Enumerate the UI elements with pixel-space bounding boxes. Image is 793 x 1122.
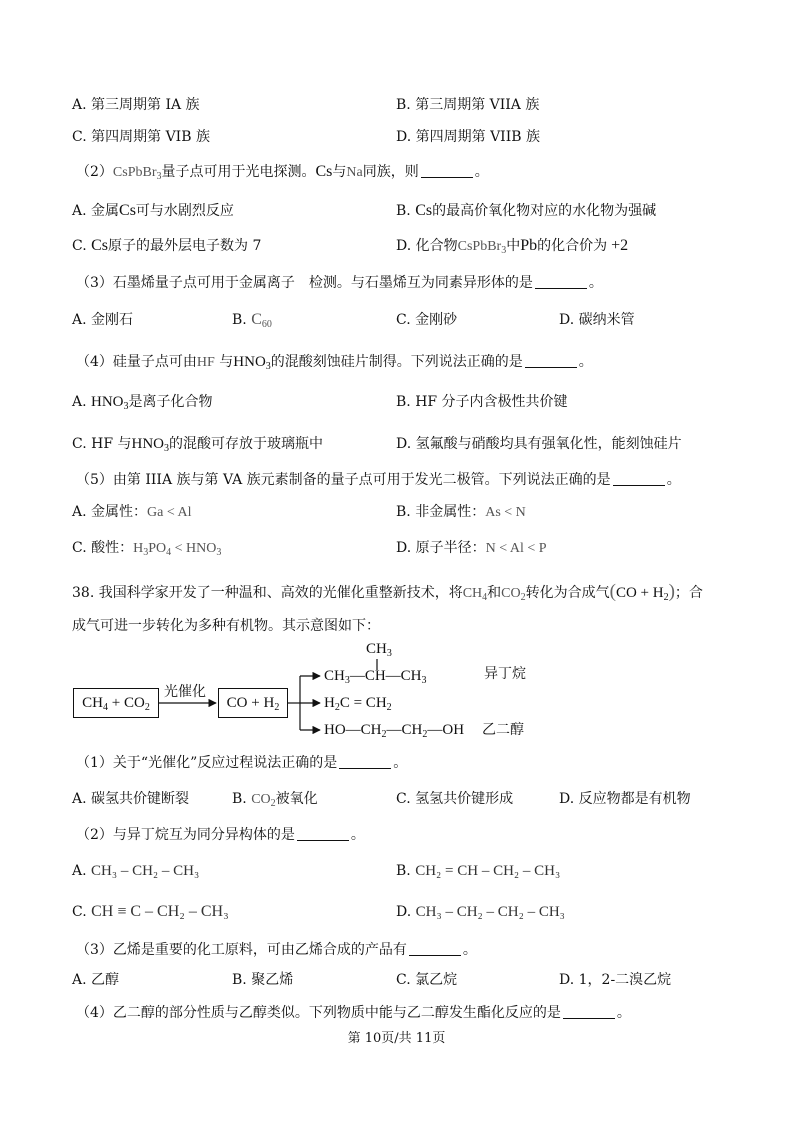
- q38-1-option-b: B. $CO_2$被氧化: [232, 791, 318, 809]
- q4-option-d: D. 氢氟酸与硝酸均具有强氧化性，能刻蚀硅片: [396, 436, 682, 452]
- q2-option-b: B. Cs的最高价氧化物对应的水化物为强碱: [396, 202, 657, 219]
- q2-option-c: C. Cs原子的最外层电子数为 7: [72, 237, 262, 254]
- q2-option-a: A. 金属Cs可与水剧烈反应: [72, 202, 234, 219]
- q38-1-option-a: A. 碳氢共价键断裂: [72, 791, 190, 807]
- isobutane-name: 异丁烷: [484, 666, 526, 682]
- q38-1-option-d: D. 反应物都是有机物: [559, 791, 691, 807]
- q1-option-a: A. 第三周期第 IA 族: [72, 97, 200, 113]
- glycol-formula: $HO—CH_2—CH_2—OH$: [324, 722, 465, 740]
- syngas-box: CO + $H_2$: [218, 688, 288, 718]
- q38-2-stem: （2）与异丁烷互为同分异构体的是 。: [76, 827, 365, 843]
- q38-3-option-b: B. 聚乙烯: [232, 972, 294, 988]
- glycol-name: 乙二醇: [482, 722, 524, 738]
- q38-2-option-b: B. CH₂ = CH – CH₂ – CH₃: [396, 863, 561, 879]
- q38-2-option-a: A. CH₃ – CH₂ – CH₃: [72, 863, 200, 879]
- q38-2-option-d: D. CH₃ – CH₂ – CH₂ – CH₃: [396, 904, 565, 920]
- q38-4-stem: （4）乙二醇的部分性质与乙醇类似。下列物质中能与乙二醇发生酯化反应的是 。: [76, 1005, 631, 1021]
- photocatalysis-label: 光催化: [164, 684, 206, 700]
- q5-stem: （5）由第 IIIA 族与第 VA 族元素制备的量子点可用于发光二极管。下列说法正确的是 。: [76, 472, 681, 488]
- q5-option-c: C. 酸性：$H_3PO_4 < HNO_3$: [72, 540, 222, 558]
- page-footer: 第 10页/共 11页: [347, 1031, 446, 1046]
- q4-option-c: C. HF 与$HNO_3$的混酸可存放于玻璃瓶中: [72, 436, 323, 454]
- q2-stem: （2）CsPbBr$_3$量子点可用于光电探测。Cs与Na同族，则 。: [76, 163, 489, 182]
- ethene-formula: $H_2C = CH_2$: [324, 695, 392, 713]
- answer-blank: [297, 826, 349, 841]
- q38-2-option-c: C. CH ≡ C – CH₂ – CH₃: [72, 903, 229, 920]
- q3-option-a: A. 金刚石: [72, 312, 134, 328]
- q1-option-c: C. 第四周期第 VIB 族: [72, 129, 210, 145]
- q5-option-d: D. 原子半径：N < Al < P: [396, 540, 547, 556]
- q1-option-b: B. 第三周期第 VIIA 族: [396, 97, 540, 113]
- q38-3-stem: （3）乙烯是重要的化工原料，可由乙烯合成的产品有 。: [76, 942, 477, 958]
- q3-stem: （3）石墨烯量子点可用于金属离子 检测。与石墨烯互为同素异形体的是 。: [76, 275, 603, 291]
- q4-option-b: B. HF 分子内含极性共价键: [396, 394, 568, 410]
- reactant-box: $CH_4 + CO_2$: [73, 688, 159, 718]
- q2-option-d: D. 化合物CsPbBr$_3$中Pb的化合价为 +2: [396, 237, 629, 256]
- q3-option-c: C. 金刚砂: [396, 312, 458, 328]
- q4-option-a: A. $HNO_3$是离子化合物: [72, 394, 213, 412]
- q5-option-a: A. 金属性：Ga < Al: [72, 504, 192, 520]
- q38-1-stem: （1）关于“光催化”反应过程说法正确的是 。: [76, 755, 408, 771]
- q38-stem-line1: 38. 我国科学家开发了一种温和、高效的光催化重整新技术，将$CH_4$和$CO_2$转化为合成气$(CO + H_2)$；合: [72, 581, 703, 603]
- q5-option-b: B. 非金属性：As < N: [396, 504, 526, 520]
- q1-option-d: D. 第四周期第 VIIB 族: [396, 129, 540, 145]
- q38-3-option-a: A. 乙醇: [72, 972, 120, 988]
- q3-option-d: D. 碳纳米管: [559, 312, 635, 328]
- q38-1-option-c: C. 氢氢共价键形成: [396, 791, 514, 807]
- answer-blank: [409, 941, 461, 956]
- answer-blank: [339, 754, 391, 769]
- methyl-top: $CH_3$: [366, 641, 392, 659]
- q4-stem: （4）硅量子点可由HF 与$HNO_3$的混酸刻蚀硅片制得。下列说法正确的是 。: [76, 354, 593, 372]
- answer-blank: [563, 1004, 615, 1019]
- isobutane-formula: $CH_3—CH—CH_3$: [324, 668, 427, 686]
- q38-3-option-d: D. 1，2-二溴乙烷: [559, 972, 672, 988]
- q38-3-option-c: C. 氯乙烷: [396, 972, 458, 988]
- q38-stem-line2: 成气可进一步转化为多种有机物。其示意图如下：: [72, 618, 380, 634]
- q3-option-b: B. $C_{60}$: [232, 311, 272, 330]
